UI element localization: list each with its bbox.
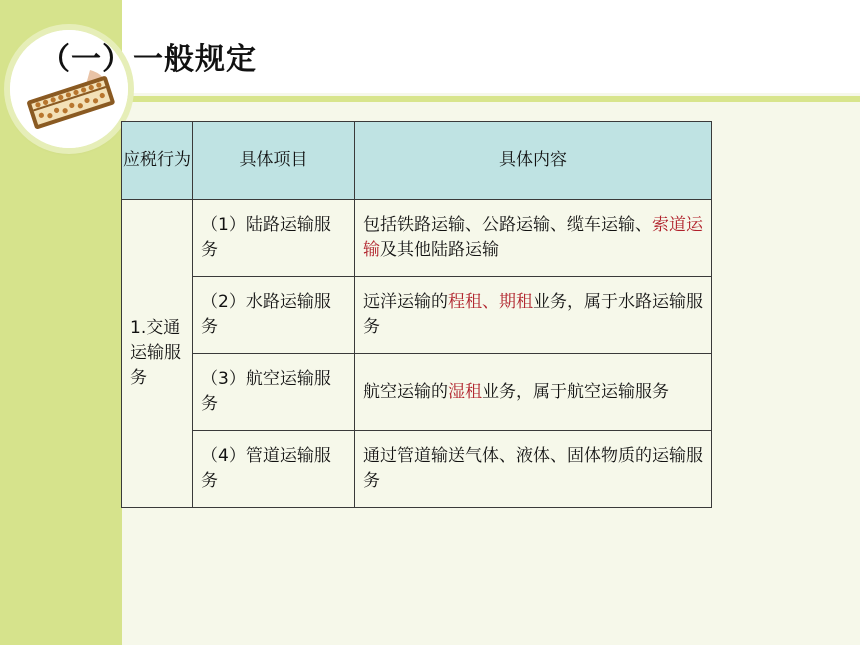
content-text: 通过管道输送气体、液体、固体物质的运输服务 [363, 446, 703, 491]
table-row [122, 277, 712, 354]
item-cell: （1）陆路运输服务 [193, 200, 355, 277]
content-cell [355, 354, 712, 431]
category-cell: 1.交通运输服务 [122, 200, 193, 508]
content-cell [355, 200, 712, 277]
item-cell: （2）水路运输服务 [193, 277, 355, 354]
page-title: （一）一般规定 [40, 42, 257, 77]
header-item: 具体项目 [193, 122, 355, 200]
highlight-text: 湿租 [448, 381, 482, 402]
content-text: 及其他陆路运输 [380, 240, 499, 260]
highlight-text: 程租、期租 [448, 292, 533, 312]
item-cell: （3）航空运输服务 [193, 354, 355, 431]
table-header-row [122, 122, 712, 200]
tax-rules-table [121, 121, 712, 508]
content-text: 业务，属于水路运输服务 [363, 292, 703, 337]
title-underline [40, 96, 860, 102]
highlight-text: 索道运输 [363, 215, 703, 260]
content-text: 航空运输的 [363, 381, 448, 402]
table-row [122, 354, 712, 431]
item-cell: （4）管道运输服务 [193, 431, 355, 508]
content-text: 远洋运输的 [363, 292, 448, 312]
content-cell [355, 277, 712, 354]
content-text: 包括铁路运输、公路运输、缆车运输、 [363, 215, 652, 235]
table-row [122, 431, 712, 508]
content-text: 业务，属于航空运输服务 [482, 381, 669, 402]
header-taxable-act: 应税行为 [122, 122, 193, 200]
table-row [122, 200, 712, 277]
header-content: 具体内容 [355, 122, 712, 200]
content-cell [355, 431, 712, 508]
